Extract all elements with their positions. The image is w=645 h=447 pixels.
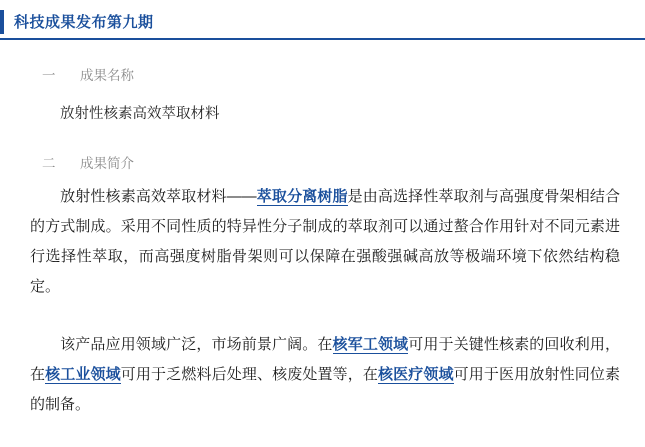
paragraph2-segment-1: 该产品应用领域广泛，市场前景广阔。在 [60,336,333,353]
paragraph2-highlight-medical: 核医疗领域 [378,366,454,383]
paragraph-applications [30,330,620,420]
section-label-2: 成果简介 [80,156,134,171]
paragraph2-segment-2: 可用于关键性核素的回收利用，在 [30,336,620,383]
paragraph1-segment-2: 是由高选择性萃取剂与高强度骨架相结合的方式制成。采用不同性质的特异性分子制成的萃取剂可以通过螯合作用针对不同元素进行选择性萃取，而高强度树脂骨架则可以保障在强酸强碱高放等极端环境下依然结构稳定。 [30,188,620,295]
achievement-name: 放射性核素高效萃取材料 [60,106,220,122]
paragraph-intro [30,182,620,302]
section-heading-2 [42,152,134,172]
paragraph1-segment-1: 放射性核素高效萃取材料—— [60,188,257,205]
title-accent-bar [0,10,4,34]
paragraph2-highlight-industry: 核工业领域 [45,366,121,383]
paragraph1-highlight-resin: 萃取分离树脂 [256,188,348,205]
section-number-2: 二 [42,156,56,171]
section-number-1: 一 [42,68,56,83]
section-label-1: 成果名称 [80,68,134,83]
section-heading-1 [42,64,134,84]
page-title-bar [0,10,645,40]
paragraph2-highlight-military: 核军工领域 [332,336,409,353]
paragraph2-segment-3: 可用于乏燃料后处理、核废处置等，在 [120,366,379,383]
page-title: 科技成果发布第九期 [14,14,154,31]
paragraph2-segment-4: 可用于医用放射性同位素的制备。 [30,366,620,413]
